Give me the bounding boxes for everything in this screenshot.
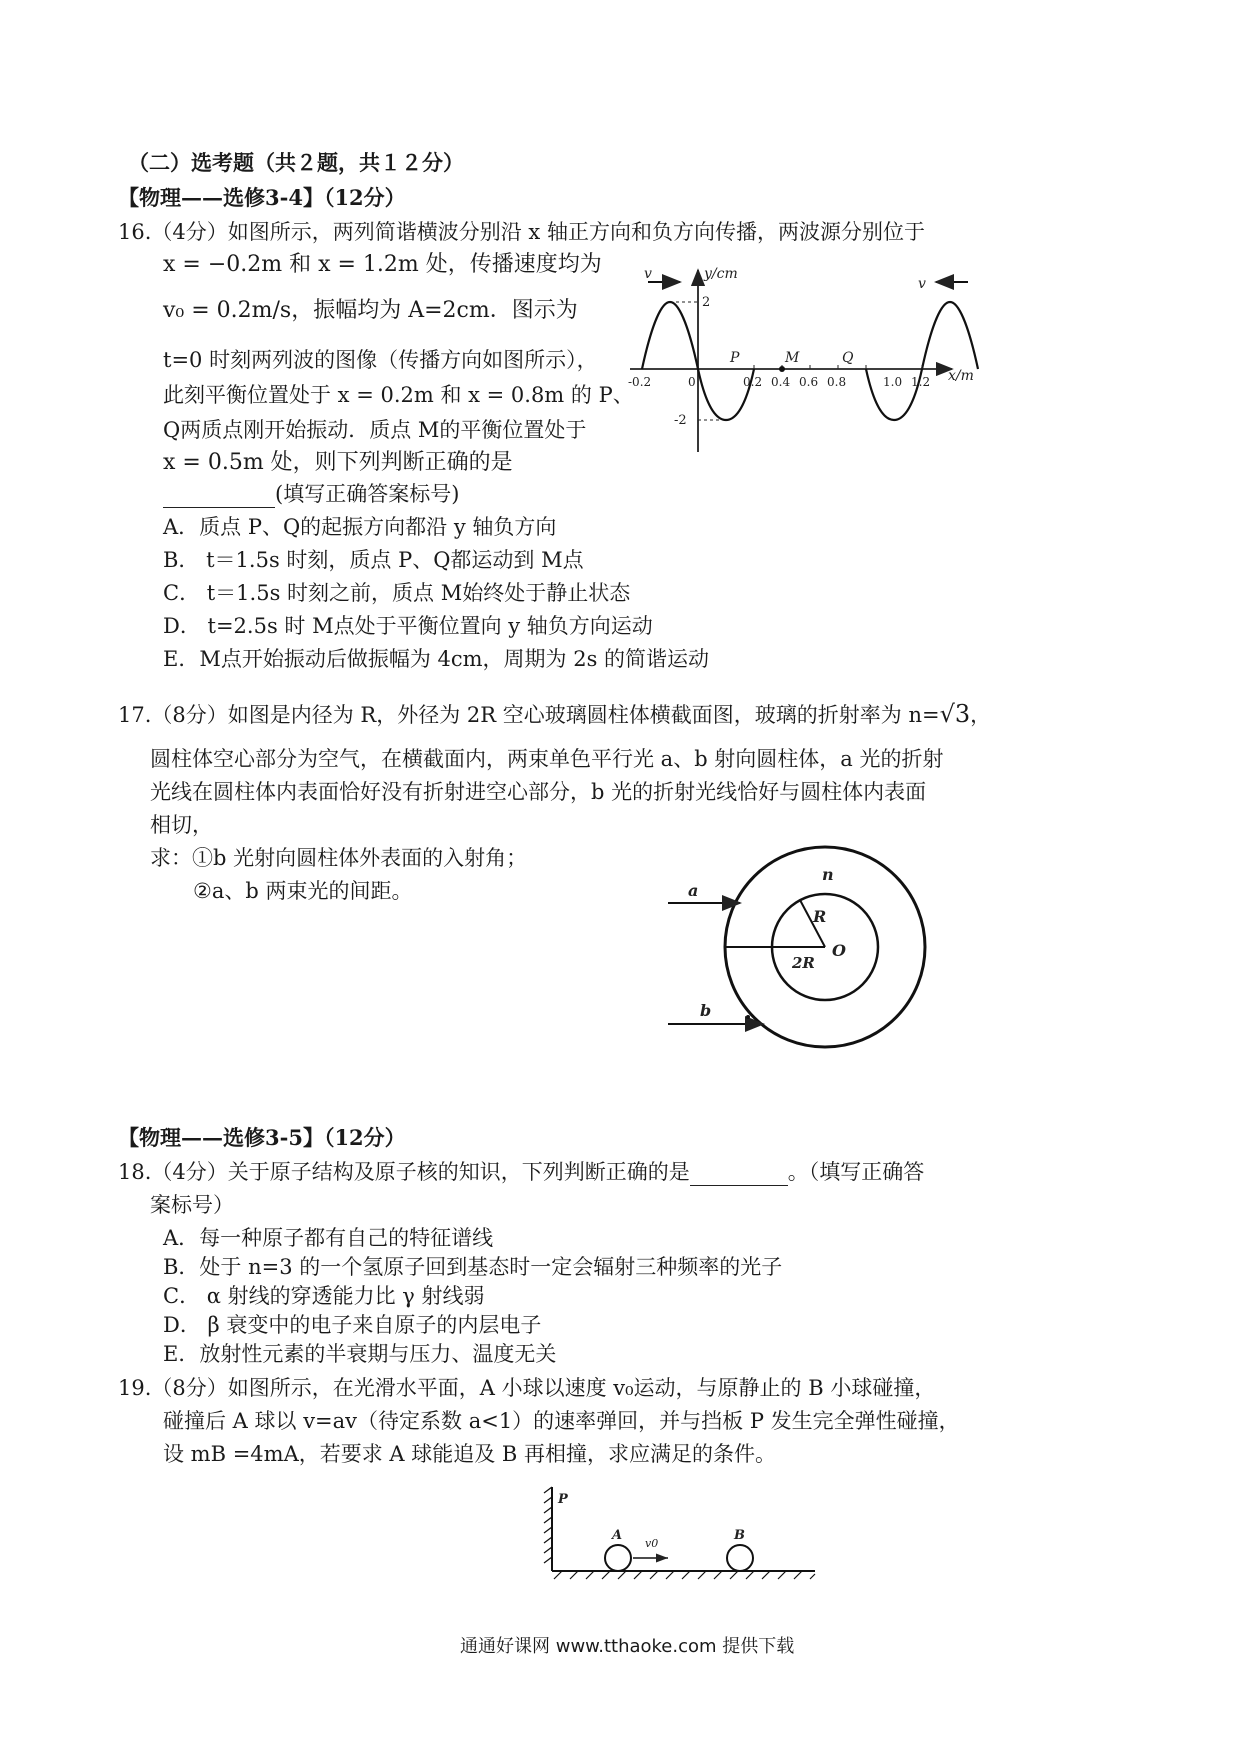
label-p: P (558, 1492, 568, 1507)
q16-option-b: B． t＝1.5s 时刻，质点 P、Q都运动到 M点 (163, 548, 584, 572)
q18-option-b: B．处于 n=3 的一个氢原子回到基态时一定会辐射三种频率的光子 (163, 1255, 783, 1279)
q17-sqrt3: √3 (939, 700, 971, 728)
point-m-label: M (785, 350, 800, 366)
q16-line4: t=0 时刻两列波的图像（传播方向如图所示）， (163, 348, 598, 372)
point-q-label: Q (842, 350, 854, 366)
q18-line1: 18.（4分）关于原子结构及原子核的知识，下列判断正确的是 (118, 1160, 690, 1184)
label-b: b (700, 1001, 712, 1020)
q17-line4: 相切， (150, 813, 213, 837)
ball-b (727, 1545, 753, 1571)
section-heading-3-4: 【物理——选修3-4】（12分） (118, 185, 406, 210)
x-tick-0: 0 (688, 375, 696, 389)
y-axis-label: y/cm (704, 266, 738, 282)
q16-line2: x = −0.2m 和 x = 1.2m 处，传播速度均为 (163, 252, 602, 277)
label-r: R (813, 907, 827, 926)
q16-option-d: D． t=2.5s 时 M点处于平衡位置向 y 轴负方向运动 (163, 614, 653, 638)
x-tick-0.6: 0.6 (799, 375, 819, 389)
point-p-label: P (730, 350, 740, 366)
q16-line6: Q两质点刚开始振动．质点 M的平衡位置处于 (163, 418, 587, 442)
q17-line1-row: 17.（8分）如图是内径为 R，外径为 2R 空心玻璃圆柱体横截面图，玻璃的折射率为 n=√3， (118, 700, 992, 728)
page-footer: 通通好课网 www.tthaoke.com 提供下载 (460, 1636, 795, 1657)
q16-option-c: C． t＝1.5s 时刻之前，质点 M始终处于静止状态 (163, 581, 631, 605)
x-tick-1.0: 1.0 (883, 375, 903, 389)
label-v0: v0 (645, 1537, 659, 1550)
velocity-label-left: v (644, 266, 652, 282)
q17-line2: 圆柱体空心部分为空气，在横截面内，两束单色平行光 a、b 射向圆柱体，a 光的折射 (150, 747, 944, 771)
x-tick-1.2: 1.2 (911, 375, 931, 389)
q17-line5: 求：①b 光射向圆柱体外表面的入射角； (150, 846, 528, 870)
q18-line1-end: 。（填写正确答 (787, 1160, 925, 1184)
q18-option-c: C． α 射线的穿透能力比 γ 射线弱 (163, 1284, 485, 1308)
x-tick-0.8: 0.8 (827, 375, 847, 389)
q16-line1: 16.（4分）如图所示，两列简谐横波分别沿 x 轴正方向和负方向传播，两波源分别位于 (118, 220, 925, 244)
y-tick-neg2: -2 (674, 413, 687, 428)
q16-line5: 此刻平衡位置处于 x = 0.2m 和 x = 0.8m 的 P、 (163, 383, 634, 407)
label-ball-a: A (612, 1528, 623, 1543)
velocity-label-right: v (918, 276, 926, 292)
y-tick-2: 2 (702, 295, 711, 310)
label-n: n (822, 865, 834, 884)
q18-line2: 案标号） (150, 1193, 234, 1217)
x-axis-label: x/m (948, 368, 974, 384)
q17-line3: 光线在圆柱体内表面恰好没有折射进空心部分，b 光的折射光线恰好与圆柱体内表面 (150, 780, 927, 804)
q17-line6: ②a、b 两束光的间距。 (193, 879, 413, 903)
q18-option-a: A．每一种原子都有自己的特征谱线 (163, 1226, 494, 1250)
q18-option-d: D． β 衰变中的电子来自原子的内层电子 (163, 1313, 542, 1337)
q19-line1: 19.（8分）如图所示，在光滑水平面，A 小球以速度 v₀运动，与原静止的 B 小球碰撞， (118, 1376, 936, 1400)
q16-option-a: A．质点 P、Q的起振方向都沿 y 轴负方向 (163, 515, 557, 539)
q16-wave-figure (630, 262, 990, 462)
section-heading-3-5: 【物理——选修3-5】（12分） (118, 1125, 406, 1150)
q16-line3: v₀ = 0.2m/s，振幅均为 A=2cm．图示为 (163, 298, 578, 323)
q16-option-e: E．M点开始振动后做振幅为 4cm，周期为 2s 的简谐运动 (163, 647, 710, 671)
q16-line7: x = 0.5m 处，则下列判断正确的是 (163, 450, 513, 475)
q19-line3: 设 mB =4mA，若要求 A 球能追及 B 再相撞，求应满足的条件。 (163, 1442, 777, 1466)
x-tick-0.2: 0.2 (743, 375, 763, 389)
label-o: O (832, 941, 846, 960)
right-wave (866, 302, 978, 420)
q18-line1-row (118, 1160, 924, 1186)
q18-answer-blank (690, 1160, 788, 1186)
q16-answer-hint: (填写正确答案标号) (275, 482, 460, 506)
section-title: （二）选考题（共２题，共１２分） (128, 150, 464, 175)
label-2r: 2R (792, 954, 815, 972)
label-a: a (688, 881, 699, 900)
ball-a (605, 1545, 631, 1571)
x-tick-neg0.2: -0.2 (628, 375, 652, 389)
q19-line2: 碰撞后 A 球以 v=av（待定系数 a<1）的速率弹回，并与挡板 P 发生完全弹性碰撞， (163, 1409, 960, 1433)
x-tick-0.4: 0.4 (771, 375, 791, 389)
label-ball-b: B (734, 1528, 745, 1543)
q18-option-e: E．放射性元素的半衰期与压力、温度无关 (163, 1342, 557, 1366)
q17-line1: 17.（8分）如图是内径为 R，外径为 2R 空心玻璃圆柱体横截面图，玻璃的折射率为 n= (118, 703, 940, 727)
q16-line8-row (163, 482, 459, 508)
q17-cylinder-figure (660, 840, 950, 1065)
point-m-dot (779, 366, 785, 372)
q19-collision-figure (540, 1475, 820, 1585)
q16-answer-blank (163, 482, 275, 508)
